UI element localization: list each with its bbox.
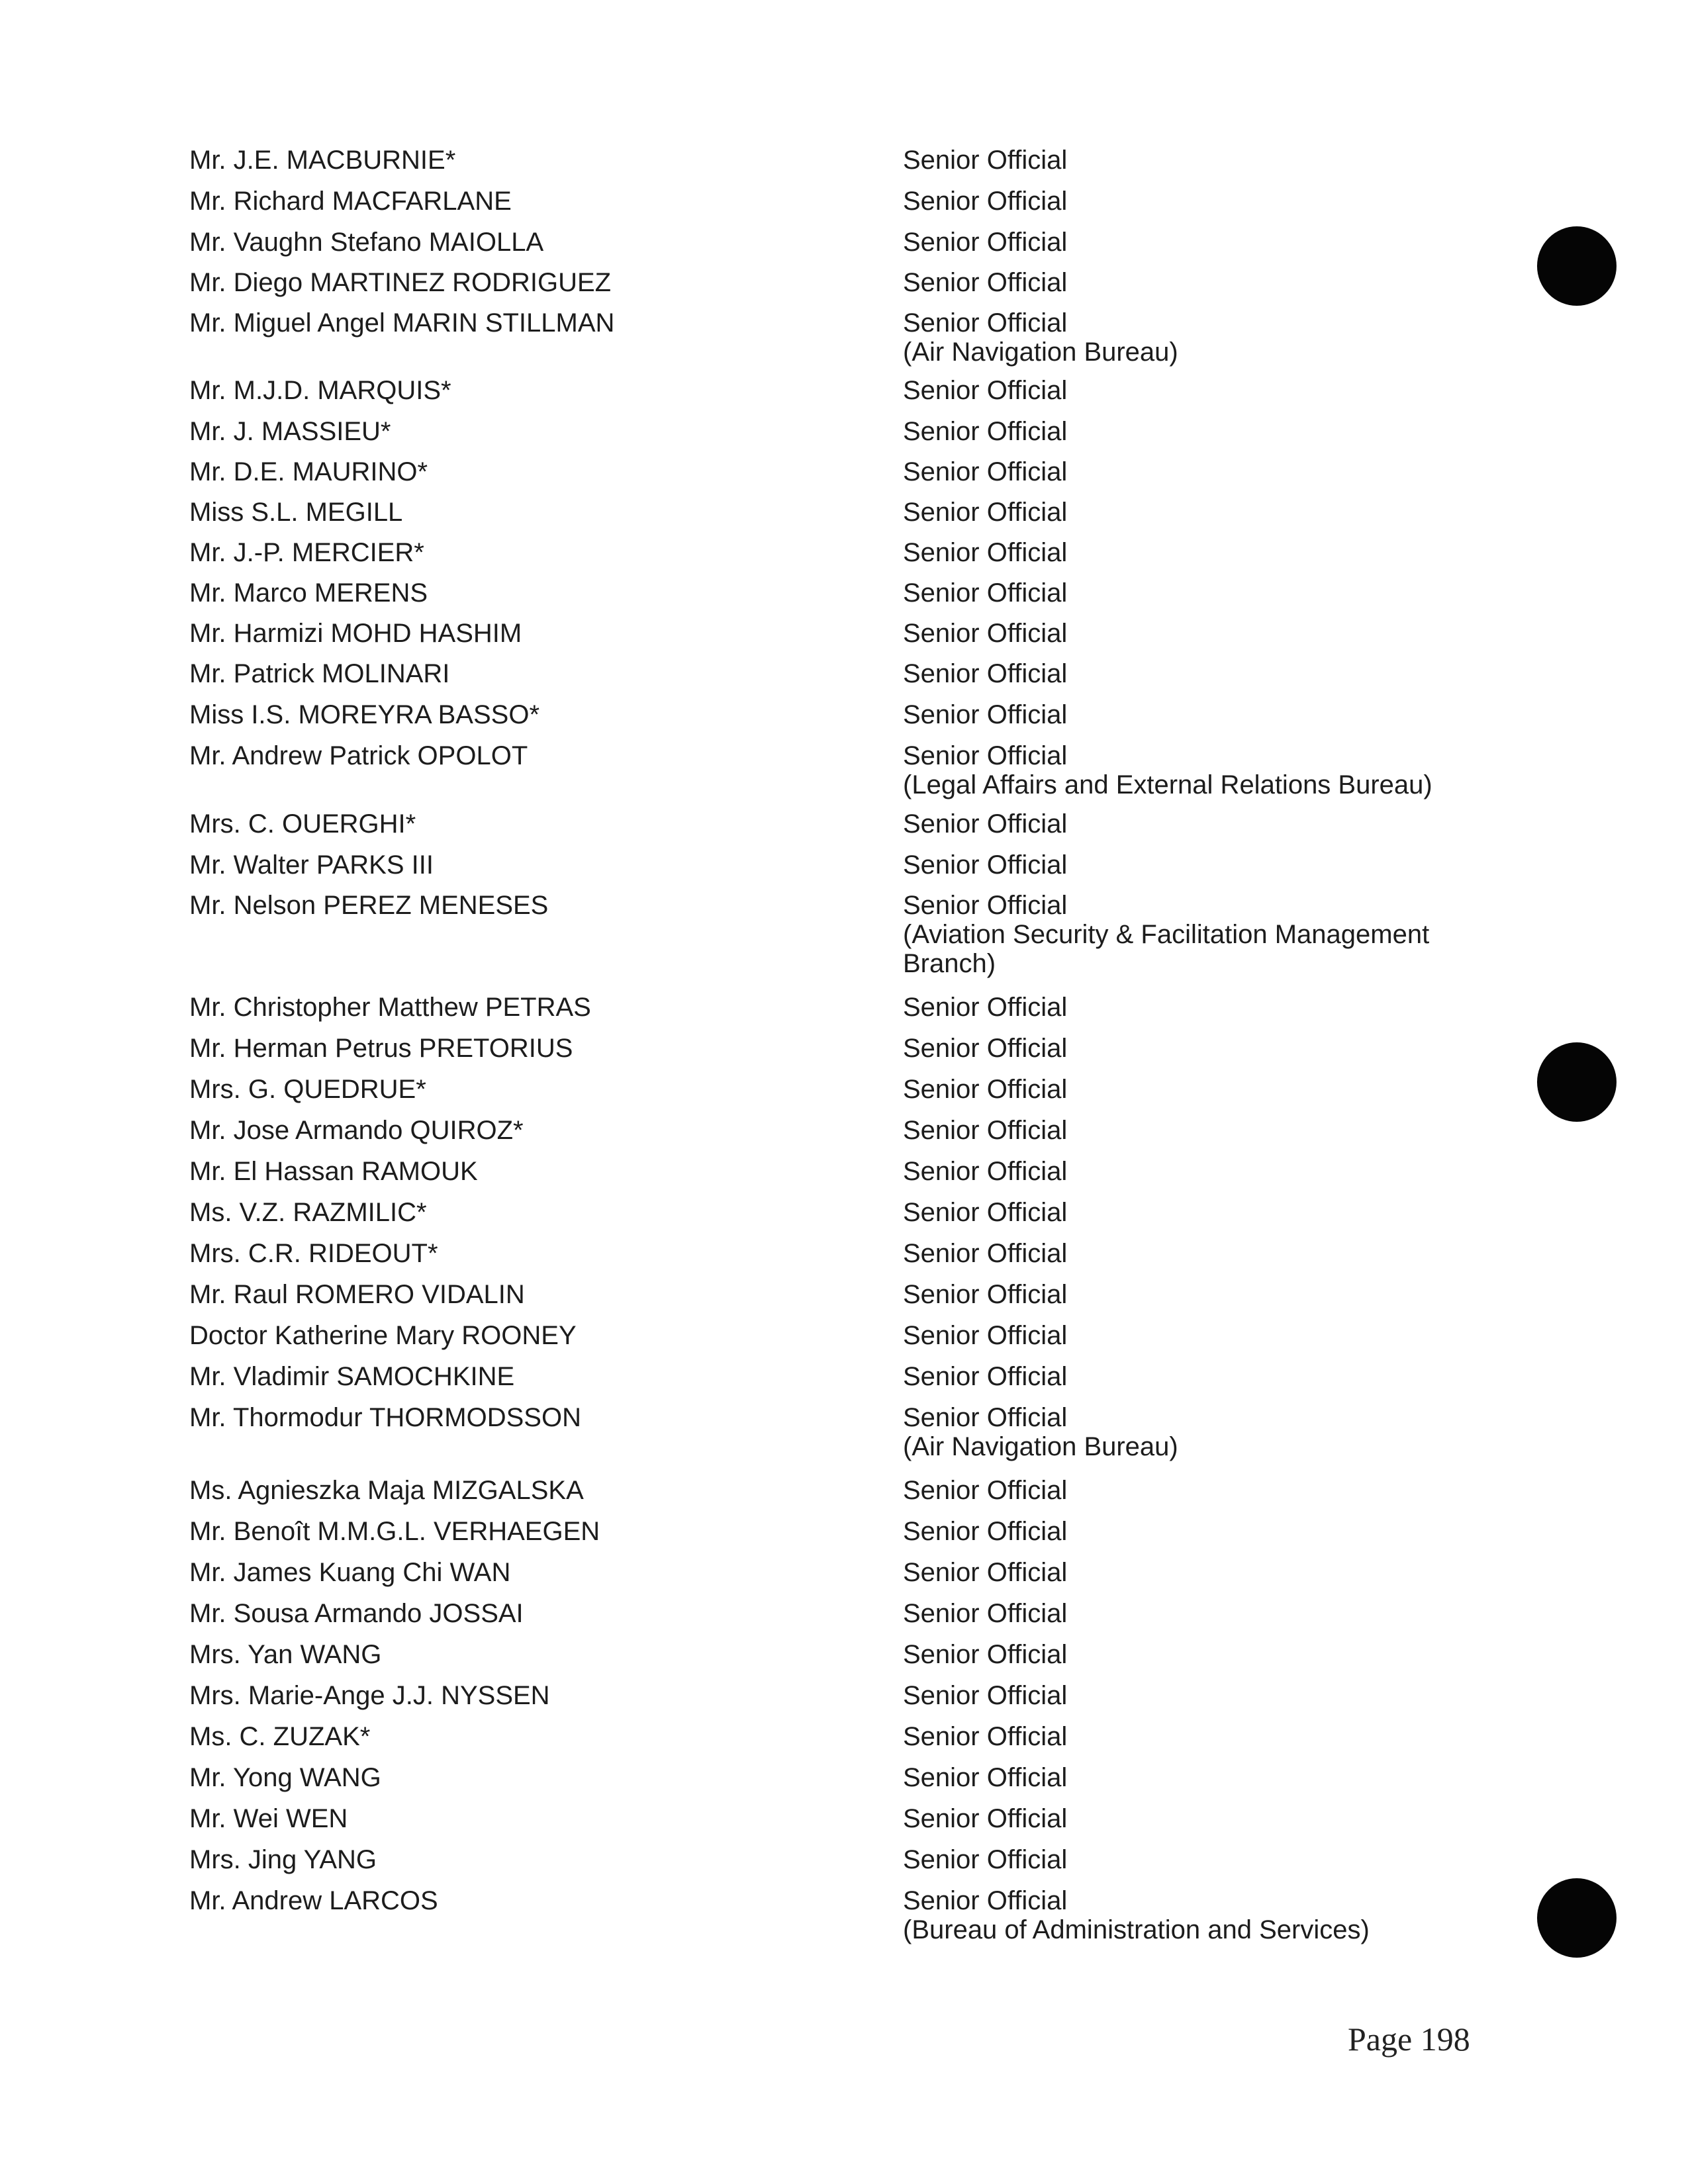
staff-name: Mr. Raul ROMERO VIDALIN — [189, 1280, 525, 1309]
staff-name: Mr. D.E. MAURINO* — [189, 457, 428, 486]
staff-name: Mr. Christopher Matthew PETRAS — [189, 993, 591, 1022]
staff-position — [903, 1280, 1472, 1309]
staff-position — [903, 1239, 1472, 1268]
staff-name: Mrs. C.R. RIDEOUT* — [189, 1239, 438, 1268]
position-title: Senior Official — [903, 1558, 1068, 1587]
position-title: Senior Official — [903, 1116, 1068, 1145]
staff-name: Mr. Miguel Angel MARIN STILLMAN — [189, 308, 615, 338]
position-title: Senior Official — [903, 376, 1068, 405]
staff-name: Mr. Richard MACFARLANE — [189, 187, 512, 216]
position-department: (Bureau of Administration and Services) — [903, 1915, 1370, 1944]
position-title: Senior Official — [903, 1599, 1068, 1628]
punch-hole-bottom — [1537, 1878, 1617, 1958]
staff-name: Mrs. Yan WANG — [189, 1640, 382, 1669]
position-title: Senior Official — [903, 1403, 1068, 1432]
staff-name: Mr. Diego MARTINEZ RODRIGUEZ — [189, 268, 612, 297]
position-department: (Air Navigation Bureau) — [903, 338, 1178, 367]
position-title: Senior Official — [903, 1722, 1068, 1751]
position-title: Senior Official — [903, 228, 1068, 257]
position-title: Senior Official — [903, 1280, 1068, 1309]
staff-name: Mr. J.E. MACBURNIE* — [189, 146, 456, 175]
staff-name: Ms. C. ZUZAK* — [189, 1722, 371, 1751]
staff-position — [903, 993, 1472, 1022]
position-title: Senior Official — [903, 538, 1068, 567]
staff-name: Ms. Agnieszka Maja MIZGALSKA — [189, 1476, 584, 1505]
staff-name: Mr. Nelson PEREZ MENESES — [189, 891, 549, 920]
position-title: Senior Official — [903, 741, 1068, 770]
staff-name: Mr. Harmizi MOHD HASHIM — [189, 619, 522, 648]
staff-name: Mr. J.-P. MERCIER* — [189, 538, 424, 567]
position-title: Senior Official — [903, 268, 1068, 297]
staff-position — [903, 187, 1472, 216]
position-title: Senior Official — [903, 1239, 1068, 1268]
position-title: Senior Official — [903, 1763, 1068, 1792]
staff-position — [903, 417, 1472, 446]
position-title: Senior Official — [903, 1362, 1068, 1391]
staff-name: Mr. Benoît M.M.G.L. VERHAEGEN — [189, 1517, 600, 1546]
staff-name: Mr. M.J.D. MARQUIS* — [189, 376, 451, 405]
staff-position — [903, 1034, 1472, 1063]
staff-position — [903, 1804, 1472, 1833]
staff-name: Mr. Andrew Patrick OPOLOT — [189, 741, 528, 770]
position-title: Senior Official — [903, 1517, 1068, 1546]
staff-name: Mr. Yong WANG — [189, 1763, 381, 1792]
staff-position — [903, 1075, 1472, 1104]
position-title: Senior Official — [903, 578, 1068, 608]
staff-position — [903, 457, 1472, 486]
position-title: Senior Official — [903, 417, 1068, 446]
staff-position — [903, 1321, 1472, 1350]
staff-name: Mrs. G. QUEDRUE* — [189, 1075, 426, 1104]
staff-position — [903, 891, 1472, 978]
position-title: Senior Official — [903, 1886, 1068, 1915]
staff-name: Miss S.L. MEGILL — [189, 498, 403, 527]
position-title: Senior Official — [903, 498, 1068, 527]
staff-position — [903, 1116, 1472, 1145]
staff-name: Mr. Wei WEN — [189, 1804, 348, 1833]
staff-name: Mrs. C. OUERGHI* — [189, 809, 416, 839]
position-title: Senior Official — [903, 1845, 1068, 1874]
position-title: Senior Official — [903, 1198, 1068, 1227]
staff-position — [903, 1722, 1472, 1751]
position-title: Senior Official — [903, 1476, 1068, 1505]
staff-name: Mr. James Kuang Chi WAN — [189, 1558, 511, 1587]
staff-position — [903, 1157, 1472, 1186]
staff-name: Mr. Thormodur THORMODSSON — [189, 1403, 581, 1432]
staff-name: Mr. Marco MERENS — [189, 578, 428, 608]
staff-position — [903, 1476, 1472, 1505]
staff-name: Mr. Walter PARKS III — [189, 850, 434, 880]
position-department: (Aviation Security & Facilitation Management Branch) — [903, 920, 1430, 978]
staff-position — [903, 268, 1472, 297]
staff-position — [903, 308, 1472, 367]
staff-position — [903, 1681, 1472, 1710]
staff-position — [903, 498, 1472, 527]
staff-name: Doctor Katherine Mary ROONEY — [189, 1321, 577, 1350]
staff-position — [903, 741, 1472, 799]
staff-position — [903, 700, 1472, 729]
staff-name: Mr. Herman Petrus PRETORIUS — [189, 1034, 573, 1063]
staff-position — [903, 578, 1472, 608]
punch-hole-middle — [1537, 1042, 1617, 1122]
page-number: Page 198 — [1348, 2021, 1470, 2058]
staff-position — [903, 1403, 1472, 1461]
position-title: Senior Official — [903, 619, 1068, 648]
staff-name: Mr. El Hassan RAMOUK — [189, 1157, 478, 1186]
staff-name: Mr. Vladimir SAMOCHKINE — [189, 1362, 515, 1391]
staff-position — [903, 1845, 1472, 1874]
staff-position — [903, 1362, 1472, 1391]
position-title: Senior Official — [903, 1321, 1068, 1350]
staff-position — [903, 228, 1472, 257]
staff-name: Mr. Jose Armando QUIROZ* — [189, 1116, 524, 1145]
staff-position — [903, 659, 1472, 688]
position-title: Senior Official — [903, 187, 1068, 216]
punch-hole-top — [1537, 226, 1617, 306]
staff-name: Mrs. Jing YANG — [189, 1845, 377, 1874]
staff-position — [903, 1517, 1472, 1546]
position-title: Senior Official — [903, 1157, 1068, 1186]
position-title: Senior Official — [903, 659, 1068, 688]
position-title: Senior Official — [903, 1804, 1068, 1833]
staff-position — [903, 538, 1472, 567]
staff-name: Mrs. Marie-Ange J.J. NYSSEN — [189, 1681, 550, 1710]
position-title: Senior Official — [903, 850, 1068, 880]
staff-name: Miss I.S. MOREYRA BASSO* — [189, 700, 540, 729]
position-title: Senior Official — [903, 1640, 1068, 1669]
staff-position — [903, 1640, 1472, 1669]
position-department: (Air Navigation Bureau) — [903, 1432, 1178, 1461]
staff-position — [903, 809, 1472, 839]
position-title: Senior Official — [903, 993, 1068, 1022]
position-title: Senior Official — [903, 809, 1068, 839]
staff-name: Mr. Vaughn Stefano MAIOLLA — [189, 228, 544, 257]
position-title: Senior Official — [903, 1075, 1068, 1104]
position-title: Senior Official — [903, 146, 1068, 175]
staff-name: Mr. J. MASSIEU* — [189, 417, 391, 446]
staff-position — [903, 376, 1472, 405]
staff-position — [903, 1763, 1472, 1792]
staff-position — [903, 850, 1472, 880]
position-title: Senior Official — [903, 891, 1068, 920]
position-title: Senior Official — [903, 700, 1068, 729]
staff-position — [903, 1599, 1472, 1628]
staff-name: Mr. Andrew LARCOS — [189, 1886, 438, 1915]
staff-position — [903, 619, 1472, 648]
staff-name: Ms. V.Z. RAZMILIC* — [189, 1198, 427, 1227]
staff-position — [903, 1198, 1472, 1227]
staff-name: Mr. Patrick MOLINARI — [189, 659, 450, 688]
staff-position — [903, 1886, 1472, 1944]
position-title: Senior Official — [903, 1034, 1068, 1063]
position-department: (Legal Affairs and External Relations Bureau) — [903, 770, 1432, 799]
staff-name: Mr. Sousa Armando JOSSAI — [189, 1599, 524, 1628]
position-title: Senior Official — [903, 457, 1068, 486]
position-title: Senior Official — [903, 308, 1068, 338]
staff-position — [903, 146, 1472, 175]
position-title: Senior Official — [903, 1681, 1068, 1710]
staff-position — [903, 1558, 1472, 1587]
